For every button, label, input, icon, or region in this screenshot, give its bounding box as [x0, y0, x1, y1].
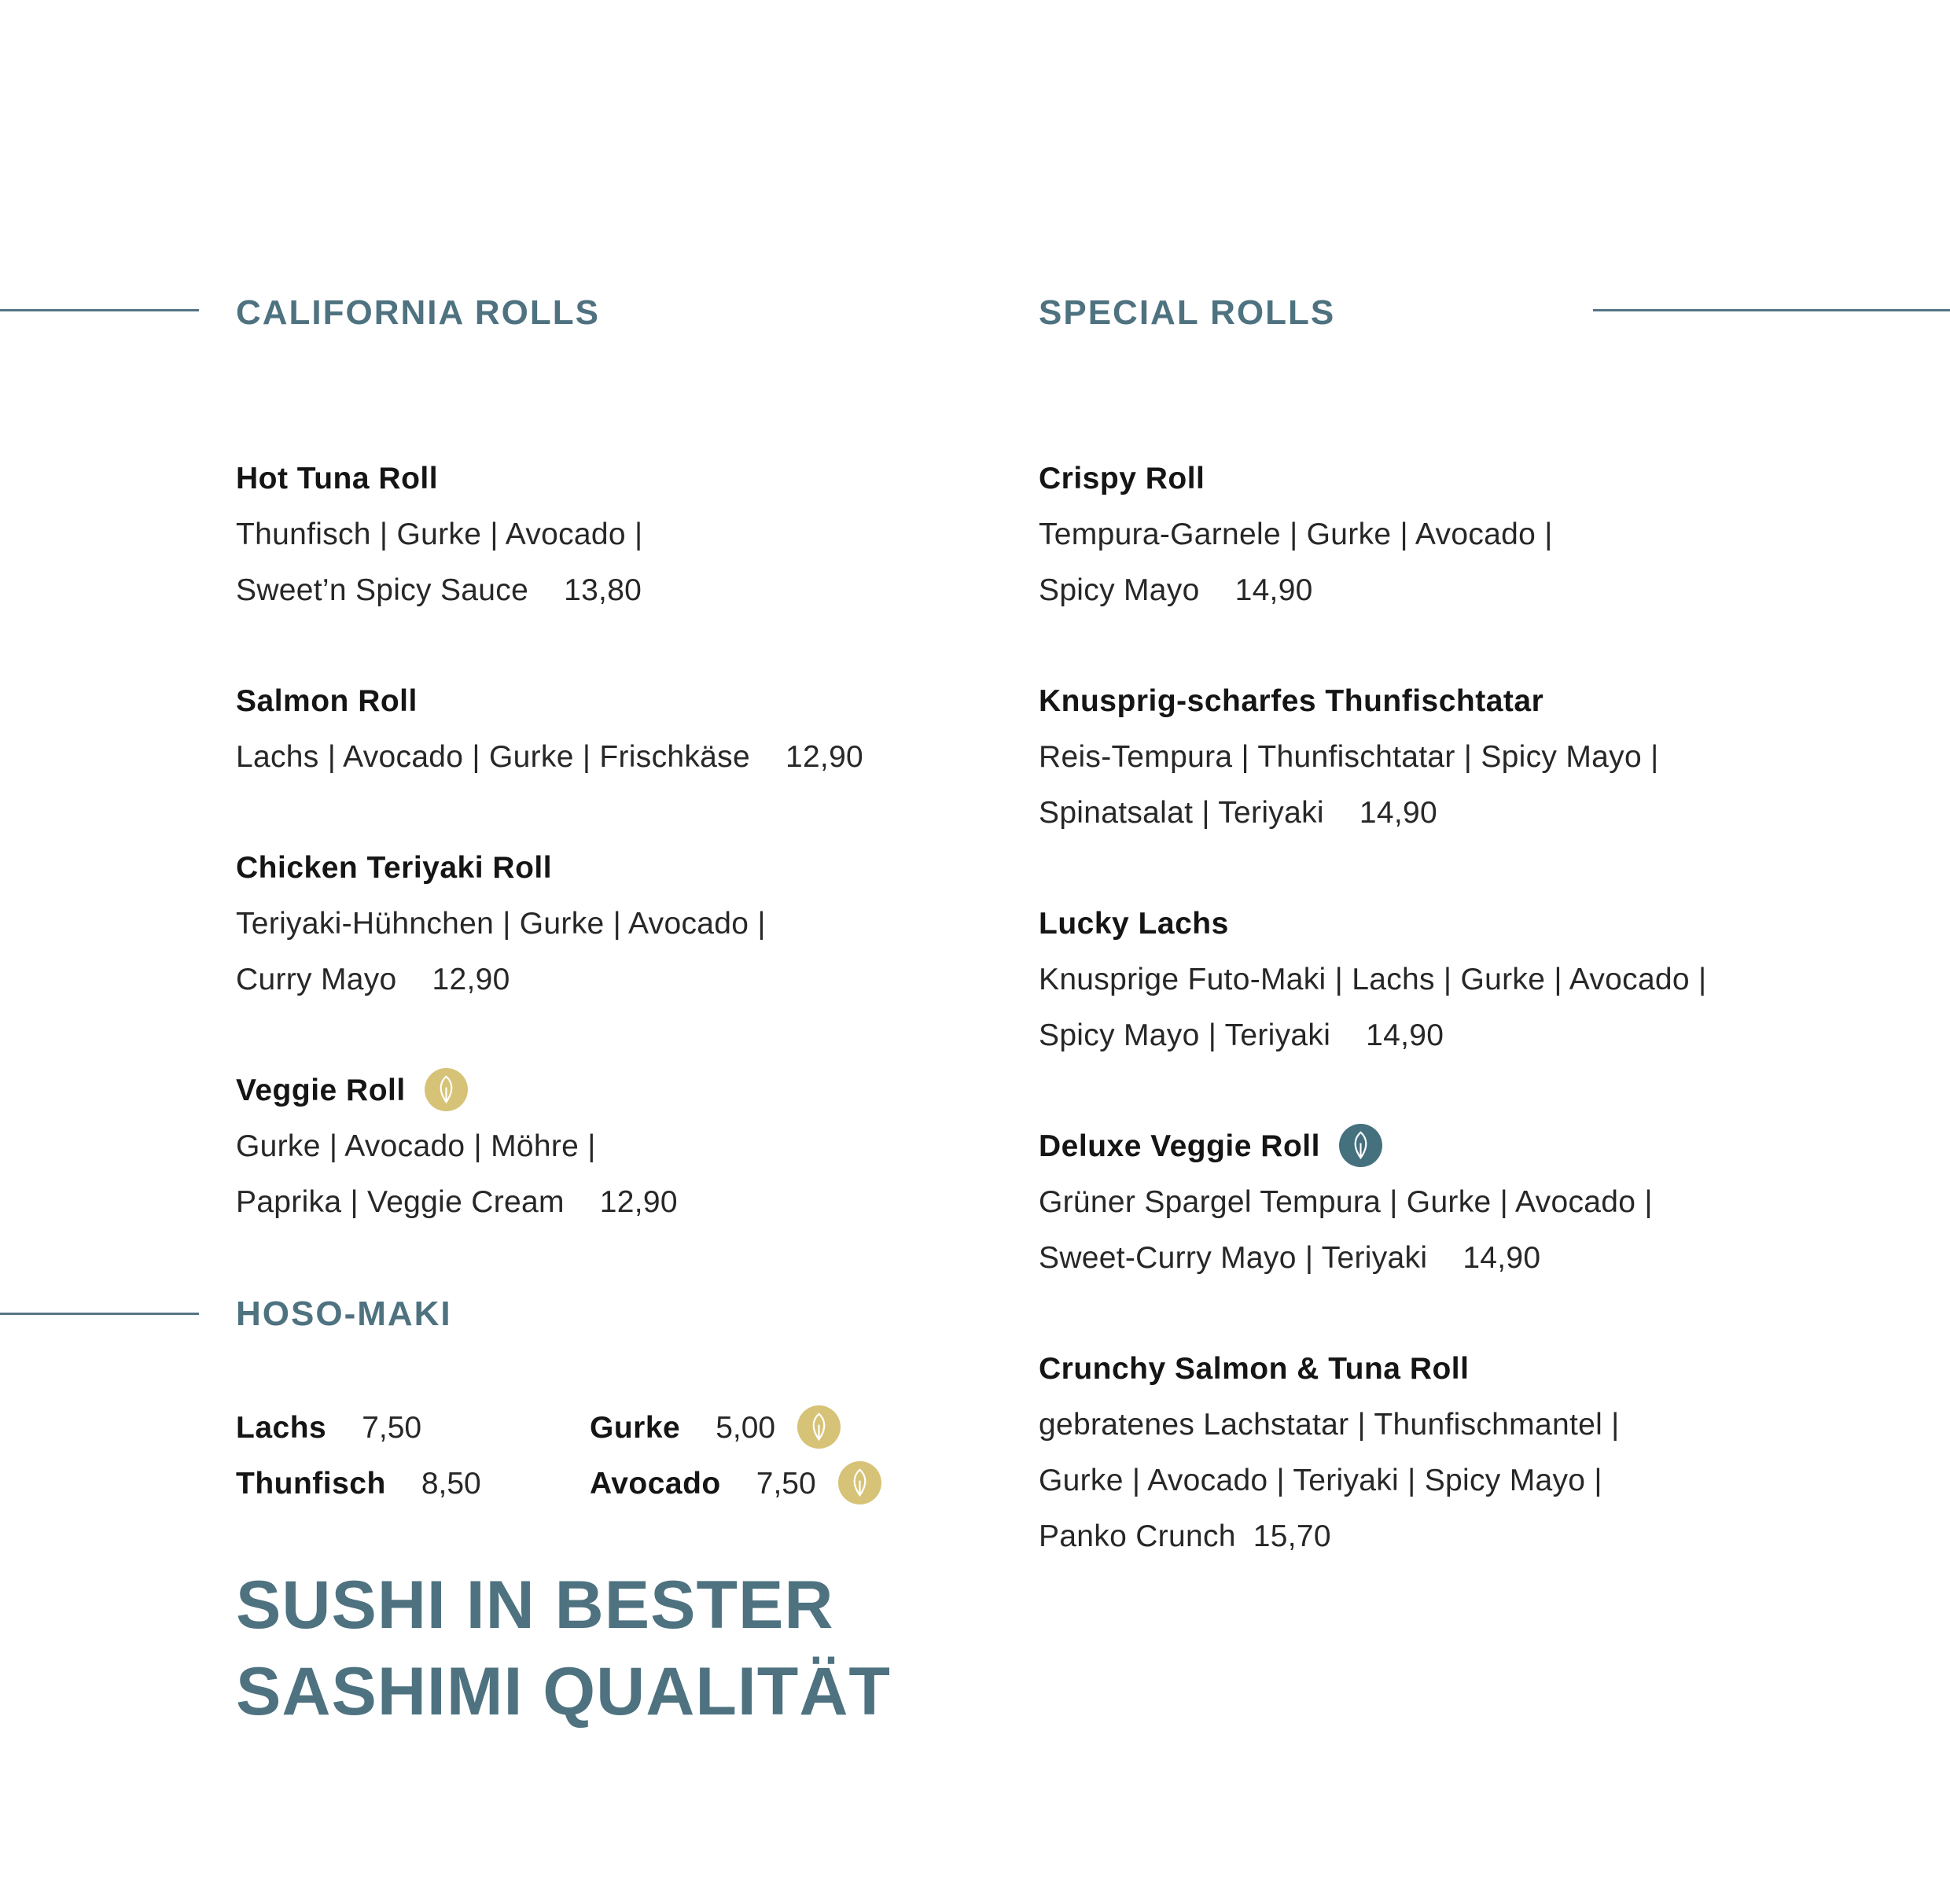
- menu-item-ingredients: Grüner Spargel Tempura | Gurke | Avocado |: [1039, 1185, 1653, 1219]
- menu-item-ingredients: Gurke | Avocado | Teriyaki | Spicy Mayo |: [1039, 1464, 1602, 1497]
- menu-item-price: 15,70: [1253, 1519, 1331, 1553]
- menu-item-lucky-lachs: [1039, 896, 1919, 1063]
- item-name: Avocado: [590, 1467, 721, 1501]
- menu-item-title: Hot Tuna Roll: [236, 462, 439, 495]
- menu-item-price: 12,90: [599, 1185, 678, 1219]
- menu-item-hot-tuna-roll: [236, 451, 983, 618]
- section-heading-california-rolls: CALIFORNIA ROLLS: [236, 293, 600, 332]
- item-price: 8,50: [421, 1467, 481, 1501]
- menu-item-title: Crispy Roll: [1039, 462, 1205, 495]
- menu-item-ingredients: Thunfisch | Gurke | Avocado |: [236, 517, 643, 551]
- menu-item-title: Chicken Teriyaki Roll: [236, 851, 553, 885]
- menu-item-title: Veggie Roll: [236, 1074, 406, 1107]
- menu-item-price: 12,90: [432, 963, 510, 996]
- menu-item-ingredients: Sweet-Curry Mayo | Teriyaki 14,90: [1039, 1241, 1541, 1275]
- item-name: Thunfisch: [236, 1467, 386, 1501]
- tagline: [236, 1562, 983, 1735]
- tagline-line-1: SUSHI IN BESTER: [236, 1567, 834, 1643]
- menu-item-ingredients: Knusprige Futo-Maki | Lachs | Gurke | Avocado |: [1039, 963, 1707, 996]
- menu-item-chicken-teriyaki-roll: [236, 840, 983, 1007]
- menu-item-title: Deluxe Veggie Roll: [1039, 1129, 1320, 1163]
- item-name: Lachs: [236, 1411, 327, 1445]
- menu-item-ingredients: Paprika | Veggie Cream 12,90: [236, 1185, 678, 1219]
- menu-item-crispy-roll: [1039, 451, 1919, 618]
- tagline-line-2: SASHIMI QUALITÄT: [236, 1654, 891, 1729]
- menu-item-ingredients: Tempura-Garnele | Gurke | Avocado |: [1039, 517, 1553, 551]
- menu-item-title: Knusprig-scharfes Thunfischtatar: [1039, 684, 1544, 718]
- menu-item-ingredients: Spicy Mayo | Teriyaki 14,90: [1039, 1018, 1444, 1052]
- hoso-maki-item-thunfisch: [236, 1456, 590, 1512]
- hoso-maki-item-lachs: [236, 1400, 590, 1456]
- menu-item-deluxe-veggie-roll: [1039, 1118, 1919, 1286]
- menu-item-knusprig-scharfes-thunfischtatar: [1039, 673, 1919, 841]
- left-column: [236, 295, 983, 1735]
- vegetarian-leaf-icon: [425, 1068, 468, 1111]
- menu-item-ingredients: Spicy Mayo 14,90: [1039, 573, 1313, 607]
- divider-line-california: [0, 309, 199, 311]
- menu-item-salmon-roll: [236, 673, 983, 785]
- menu-item-ingredients: Sweet’n Spicy Sauce 13,80: [236, 573, 642, 607]
- menu-item-price: 12,90: [785, 740, 864, 774]
- menu-item-ingredients: Curry Mayo 12,90: [236, 963, 510, 996]
- menu-item-price: 14,90: [1462, 1241, 1541, 1275]
- right-column: [1039, 295, 1919, 1619]
- hoso-maki-item-avocado: [590, 1456, 983, 1512]
- vegetarian-leaf-icon: [1339, 1124, 1382, 1167]
- section-heading-hoso-maki: HOSO-MAKI: [236, 1294, 452, 1333]
- item-price: 5,00: [716, 1411, 776, 1445]
- item-name: Gurke: [590, 1411, 681, 1445]
- menu-item-ingredients: gebratenes Lachstatar | Thunfischmantel |: [1039, 1408, 1620, 1442]
- item-price: 7,50: [756, 1467, 816, 1501]
- menu-item-price: 13,80: [564, 573, 642, 607]
- menu-item-ingredients: Teriyaki-Hühnchen | Gurke | Avocado |: [236, 907, 766, 941]
- menu-item-ingredients: Gurke | Avocado | Möhre |: [236, 1129, 596, 1163]
- menu-item-price: 14,90: [1359, 796, 1437, 830]
- item-price: 7,50: [362, 1411, 422, 1445]
- menu-item-price: 14,90: [1366, 1018, 1444, 1052]
- menu-item-title: Crunchy Salmon & Tuna Roll: [1039, 1352, 1470, 1386]
- menu-item-title: Salmon Roll: [236, 684, 418, 718]
- menu-item-price: 14,90: [1234, 573, 1313, 607]
- hoso-maki-price-grid: [236, 1400, 983, 1512]
- menu-item-ingredients: Reis-Tempura | Thunfischtatar | Spicy Mayo |: [1039, 740, 1659, 774]
- vegetarian-leaf-icon: [797, 1405, 841, 1449]
- menu-item-title: Lucky Lachs: [1039, 907, 1229, 941]
- menu-item-ingredients: Spinatsalat | Teriyaki 14,90: [1039, 796, 1437, 830]
- menu-item-ingredients: Panko Crunch 15,70: [1039, 1519, 1331, 1553]
- section-heading-special-rolls: SPECIAL ROLLS: [1039, 293, 1336, 332]
- divider-line-hoso-maki: [0, 1313, 199, 1315]
- hoso-maki-item-gurke: [590, 1400, 983, 1456]
- menu-item-veggie-roll: [236, 1062, 983, 1230]
- vegetarian-leaf-icon: [838, 1461, 881, 1504]
- menu-item-ingredients: Lachs | Avocado | Gurke | Frischkäse 12,90: [236, 740, 864, 774]
- menu-item-crunchy-salmon-tuna-roll: [1039, 1341, 1919, 1564]
